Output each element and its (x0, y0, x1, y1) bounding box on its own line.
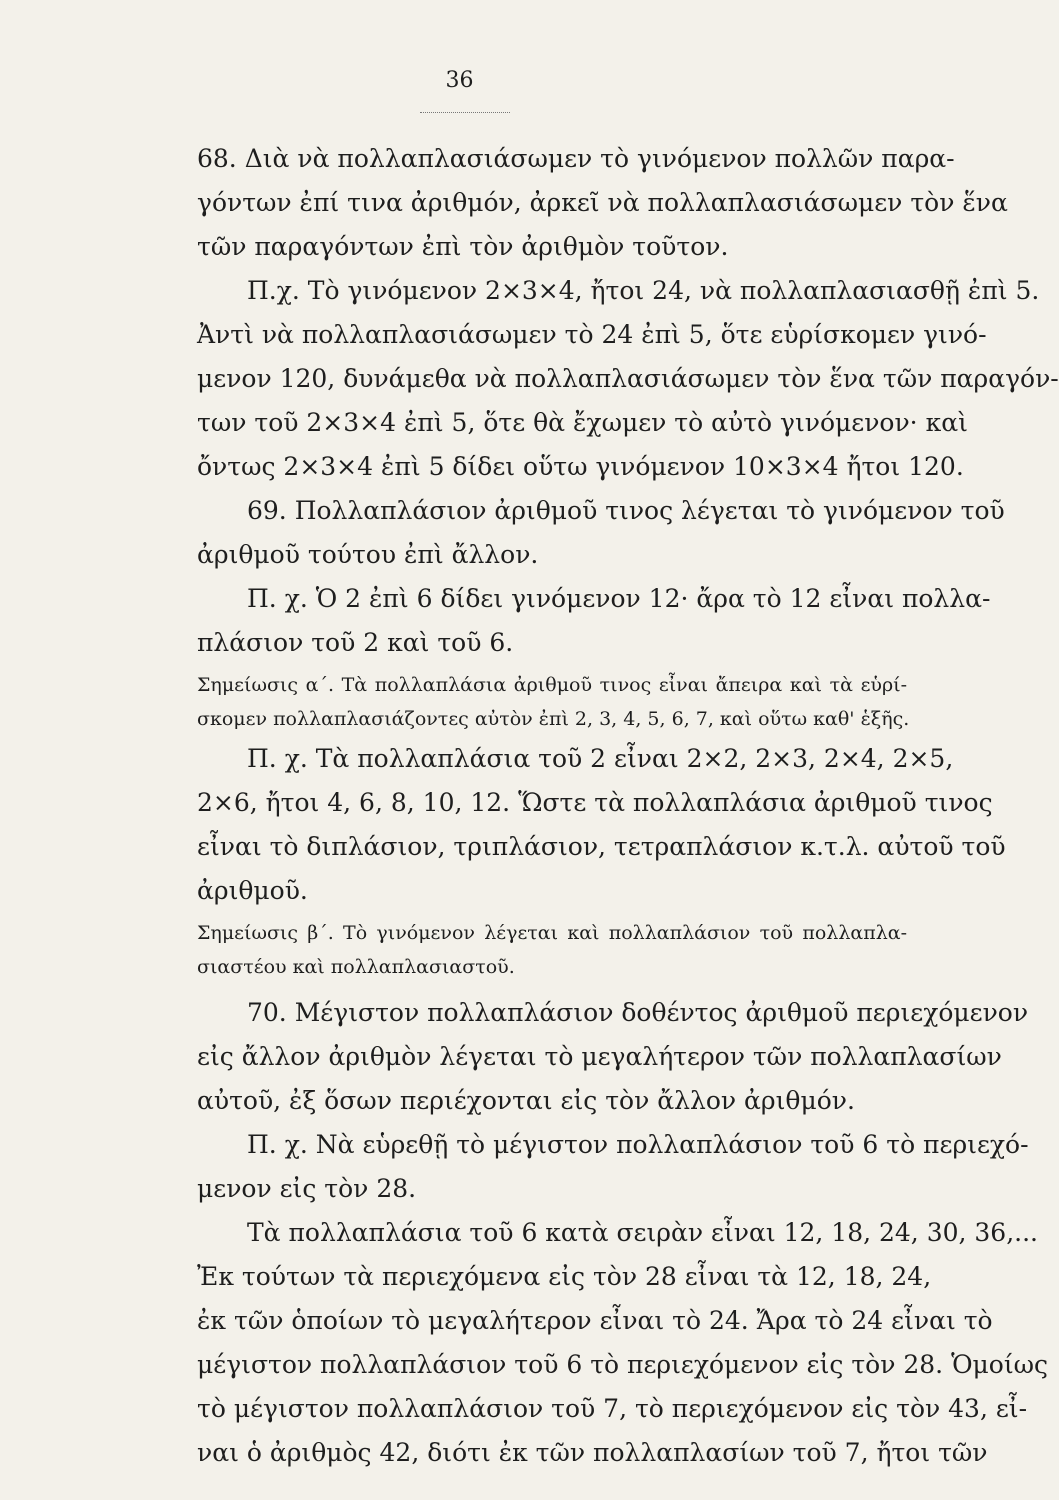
note-line: Σημείωσις α΄. Τὰ πολλαπλάσια ἀριθμοῦ τινος εἶναι ἄπειρα καὶ τὰ εὑρί- (197, 674, 907, 696)
text-line: 2×6, ἤτοι 4, 6, 8, 10, 12. Ὥστε τὰ πολλαπλάσια ἀριθμοῦ τινος (197, 788, 993, 817)
text-line: ἀριθμοῦ τούτου ἐπὶ ἄλλον. (197, 540, 539, 569)
text-line: 68. Διὰ νὰ πολλαπλασιάσωμεν τὸ γινόμενον πολλῶν παρα- (197, 144, 955, 173)
text-line: εἶναι τὸ διπλάσιον, τριπλάσιον, τετραπλάσιον κ.τ.λ. αὐτοῦ τοῦ (197, 832, 1006, 861)
text-line: τὸ μέγιστον πολλαπλάσιον τοῦ 7, τὸ περιεχόμενον εἰς τὸν 43, εἶ- (197, 1394, 1028, 1423)
text-line: αὐτοῦ, ἐξ ὅσων περιέχονται εἰς τὸν ἄλλον ἀριθμόν. (197, 1086, 855, 1115)
text-line: γόντων ἐπί τινα ἀριθμόν, ἀρκεῖ νὰ πολλαπλασιάσωμεν τὸν ἕνα (197, 188, 1008, 217)
text-line: μενον εἰς τὸν 28. (197, 1174, 417, 1203)
text-line: πλάσιον τοῦ 2 καὶ τοῦ 6. (197, 628, 514, 657)
text-line: Ἀντὶ νὰ πολλαπλασιάσωμεν τὸ 24 ἐπὶ 5, ὅτε εὑρίσκομεν γινό- (197, 320, 987, 349)
text-line: μενον 120, δυνάμεθα νὰ πολλαπλασιάσωμεν τὸν ἕνα τῶν παραγόν- (197, 364, 1059, 393)
text-line: των τοῦ 2×3×4 ἐπὶ 5, ὅτε θὰ ἔχωμεν τὸ αὐτὸ γινόμενον· καὶ (197, 408, 968, 437)
page-number-rule (420, 112, 510, 113)
text-line: Π. χ. Ὁ 2 ἐπὶ 6 δίδει γινόμενον 12· ἄρα τὸ 12 εἶναι πολλα- (247, 584, 991, 613)
text-line: Ἐκ τούτων τὰ περιεχόμενα εἰς τὸν 28 εἶναι τὰ 12, 18, 24, (197, 1262, 932, 1291)
text-line: 69. Πολλαπλάσιον ἀριθμοῦ τινος λέγεται τὸ γινόμενον τοῦ (247, 496, 1005, 525)
text-line: ναι ὁ ἀριθμὸς 42, διότι ἐκ τῶν πολλαπλασίων τοῦ 7, ἤτοι τῶν (197, 1438, 988, 1467)
text-line: Π. χ. Νὰ εὑρεθῇ τὸ μέγιστον πολλαπλάσιον τοῦ 6 τὸ περιεχό- (247, 1130, 1029, 1159)
text-line: μέγιστον πολλαπλάσιον τοῦ 6 τὸ περιεχόμενον εἰς τὸν 28. Ὁμοίως (197, 1350, 1049, 1379)
note-line: Σημείωσις β΄. Τὸ γινόμενον λέγεται καὶ πολλαπλάσιον τοῦ πολλαπλα- (197, 922, 907, 944)
text-line: Π.χ. Τὸ γινόμενον 2×3×4, ἤτοι 24, νὰ πολλαπλασιασθῇ ἐπὶ 5. (247, 276, 1040, 305)
text-line: Π. χ. Τὰ πολλαπλάσια τοῦ 2 εἶναι 2×2, 2×3, 2×4, 2×5, (247, 744, 954, 773)
text-line: 70. Μέγιστον πολλαπλάσιον δοθέντος ἀριθμοῦ περιεχόμενον (247, 998, 1029, 1027)
text-line: εἰς ἄλλον ἀριθμὸν λέγεται τὸ μεγαλήτερον τῶν πολλαπλασίων (197, 1042, 1002, 1071)
text-line: ἐκ τῶν ὁποίων τὸ μεγαλήτερον εἶναι τὸ 24. Ἄρα τὸ 24 εἶναι τὸ (197, 1306, 993, 1335)
text-line: τῶν παραγόντων ἐπὶ τὸν ἀριθμὸν τοῦτον. (197, 232, 729, 261)
note-line: σιαστέου καὶ πολλαπλασιαστοῦ. (197, 956, 515, 978)
text-line: ὄντως 2×3×4 ἐπὶ 5 δίδει οὕτω γινόμενον 10×3×4 ἤτοι 120. (197, 452, 964, 481)
text-line: Τὰ πολλαπλάσια τοῦ 6 κατὰ σειρὰν εἶναι 12, 18, 24, 30, 36,... (247, 1218, 1039, 1247)
text-line: ἀριθμοῦ. (197, 876, 308, 905)
note-line: σκομεν πολλαπλασιάζοντες αὐτὸν ἐπὶ 2, 3, 4, 5, 6, 7, καὶ οὕτω καθ' ἑξῆς. (197, 708, 910, 730)
page-number: 36 (445, 68, 474, 93)
